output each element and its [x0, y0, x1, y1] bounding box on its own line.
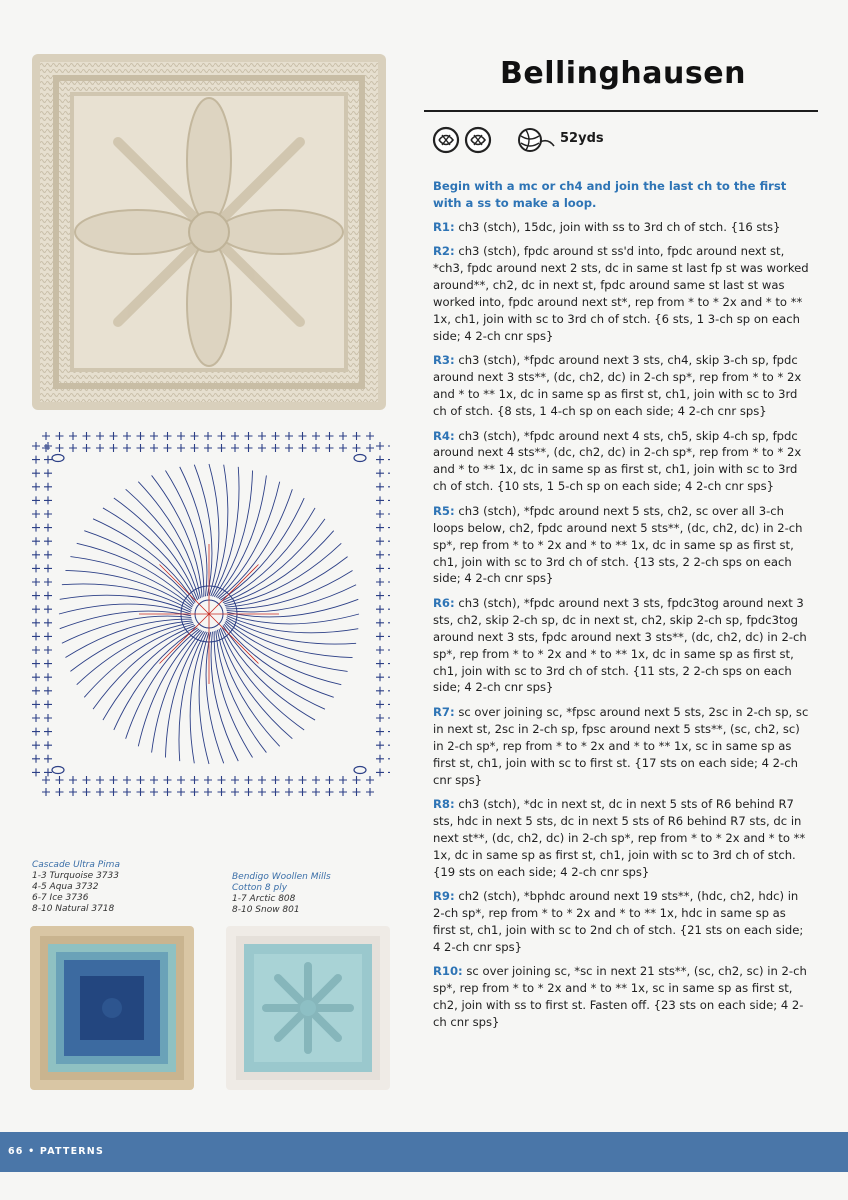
round-R4 — [433, 428, 811, 496]
round-text: sc over joining sc, *sc in next 21 sts**, (sc, ch2, sc) in 2-ch sp*, rep from * to * 2x and * to ** 1x, sc in same sp as first st, ch2, join with ss to first st. Fasten off. {23 sts on each side; 4 2-ch cnr sps} — [433, 964, 807, 1030]
round-R3 — [433, 352, 811, 420]
round-text: ch3 (stch), *fpdc around next 3 sts, fpdc3tog around next 3 sts, ch2, skip 2-ch sp, dc in next st, ch2, skip 2-ch sp, fpdc3tog around next 3 sts, fpdc around next 3 sts**, (dc, ch2, dc) in 2-ch sp*, rep from * to * 2x and * to ** 1x, dc in same sp as first st, ch1, join with sc to 3rd ch of stch. {11 sts, 2 2-ch sps on each side; 4 2-ch cnr sps} — [433, 595, 807, 695]
blue-square-photo — [30, 926, 194, 1090]
yarn-note-cascade — [32, 860, 202, 915]
round-text: ch3 (stch), 15dc, join with ss to 3rd ch of stch. {16 sts} — [454, 219, 781, 234]
round-label: R3: — [433, 353, 455, 368]
round-R10 — [433, 963, 811, 1031]
round-label: R5: — [433, 503, 455, 518]
round-text: ch3 (stch), *fpdc around next 4 sts, ch5, skip 4-ch sp, fpdc around next 4 sts**, (dc, ch2, dc) in 2-ch sp*, rep from * to * 2x and * to ** 1x, dc in same sp as first st, ch1, join with sc to 3rd ch of stch. {10 sts, 1 5-ch sp on each side; 4 2-ch cnr sps} — [433, 428, 802, 494]
round-text: ch3 (stch), *fpdc around next 5 sts, ch2, sc over all 3-ch loops below, ch2, fpdc around next 5 sts**, (dc, ch2, dc) in 2-ch sp*, rep from * to * 2x and * to ** 1x, dc in same sp as first st, ch1, join with sc to 3rd ch of stch. {13 sts, 2 2-ch sps on each side; 4 2-ch cnr sps} — [433, 503, 803, 586]
pattern-instructions — [433, 178, 811, 1039]
yarn-color-line: 6-7 Ice 3736 — [32, 893, 89, 903]
round-label: R4: — [433, 428, 455, 443]
round-label: R1: — [433, 219, 455, 234]
round-label: R2: — [433, 244, 455, 259]
round-text: ch3 (stch), *fpdc around next 3 sts, ch4, skip 3-ch sp, fpdc around next 3 sts**, (dc, ch2, dc) in 2-ch sp*, rep from * to * 2x and * to ** 1x, dc in same sp as first st, ch1, join with sc to 3rd ch of stch. {8 sts, 1 4-ch sp on each side; 4 2-ch cnr sps} — [433, 353, 802, 419]
pattern-title: Bellinghausen — [500, 56, 746, 91]
round-text: ch3 (stch), *dc in next st, dc in next 5 sts of R6 behind R7 sts, hdc in next 5 sts, dc in next 5 sts of R6 behind R7 sts, dc in next st**, (dc, ch2, dc) in 2-ch sp*, rep from * to * 2x and * to ** 1x, dc in same sp as first st, ch1, join with sc to 3rd ch of stch. {19 sts on each side; 4 2-ch cnr sps} — [433, 797, 806, 879]
yarn-color-line: 1-7 Arctic 808 — [232, 894, 296, 904]
yarn-brand: Cascade Ultra Pima — [32, 860, 120, 870]
round-text: ch2 (stch), *bphdc around next 19 sts**, (hdc, ch2, hdc) in 2-ch sp*, rep from * to * 2x and * to ** 1x, hdc in same sp as first st, ch1, join with sc to 2nd ch of stch. {21 sts on each side; 4 2-ch cnr sps} — [433, 889, 804, 954]
main-square-photo — [28, 50, 390, 414]
round-text: ch3 (stch), fpdc around st ss'd into, fpdc around next st, *ch3, fpdc around next 2 sts, dc in same st last fp st was worked around**, ch2, dc in next st, fpdc around same st last st was worked into, fpdc around next st*, rep from * to * 2x and * to ** 1x, ch1, join with sc to 3rd ch of stch. {6 sts, 1 3-ch sp on each side; 4 2-ch cnr sps} — [433, 244, 809, 343]
yarn-color-line: 1-3 Turquoise 3733 — [32, 871, 119, 881]
aqua-square-photo — [226, 926, 390, 1090]
footer-page-label: 66 • PATTERNS — [8, 1146, 104, 1157]
round-label: R7: — [433, 704, 455, 719]
round-R5 — [433, 503, 811, 588]
yardage-label: 52yds — [560, 131, 604, 146]
round-label: R9: — [433, 889, 455, 904]
intro-text: Begin with a mc or ch4 and join the last ch to the first with a ss to make a loop. — [433, 179, 787, 210]
round-R2 — [433, 243, 811, 344]
round-R6 — [433, 595, 811, 696]
round-R9 — [433, 888, 811, 956]
footer-bar — [0, 1132, 848, 1172]
skill-level-icon — [432, 126, 460, 154]
round-text: sc over joining sc, *fpsc around next 5 sts, 2sc in 2-ch sp, sc in next st, 2sc in 2-ch sp, fpsc around next 5 sts**, (sc, ch2, sc) in 2-ch sp*, rep from * to * 2x and * to ** 1x, sc in same sp as first st, ch1, join with sc to first st. {17 sts on each side; 4 2-ch cnr sps} — [433, 704, 809, 787]
title-divider — [424, 110, 818, 112]
skill-level-icon — [464, 126, 492, 154]
round-R7 — [433, 704, 811, 789]
round-R8 — [433, 796, 811, 881]
round-label: R8: — [433, 797, 455, 812]
round-label: R6: — [433, 595, 455, 610]
crochet-chart — [28, 428, 390, 800]
yarn-brand: Bendigo Woollen Mills — [232, 872, 331, 882]
yarn-note-bendigo — [232, 872, 382, 916]
round-R1 — [433, 219, 811, 236]
yarn-color-line: 4-5 Aqua 3732 — [32, 882, 99, 892]
yarn-color-line: 8-10 Natural 3718 — [32, 904, 115, 914]
round-label: R10: — [433, 964, 463, 979]
yarn-ball-icon — [516, 126, 556, 154]
yarn-color-line: Cotton 8 ply — [232, 883, 288, 893]
yarn-color-line: 8-10 Snow 801 — [232, 905, 300, 915]
